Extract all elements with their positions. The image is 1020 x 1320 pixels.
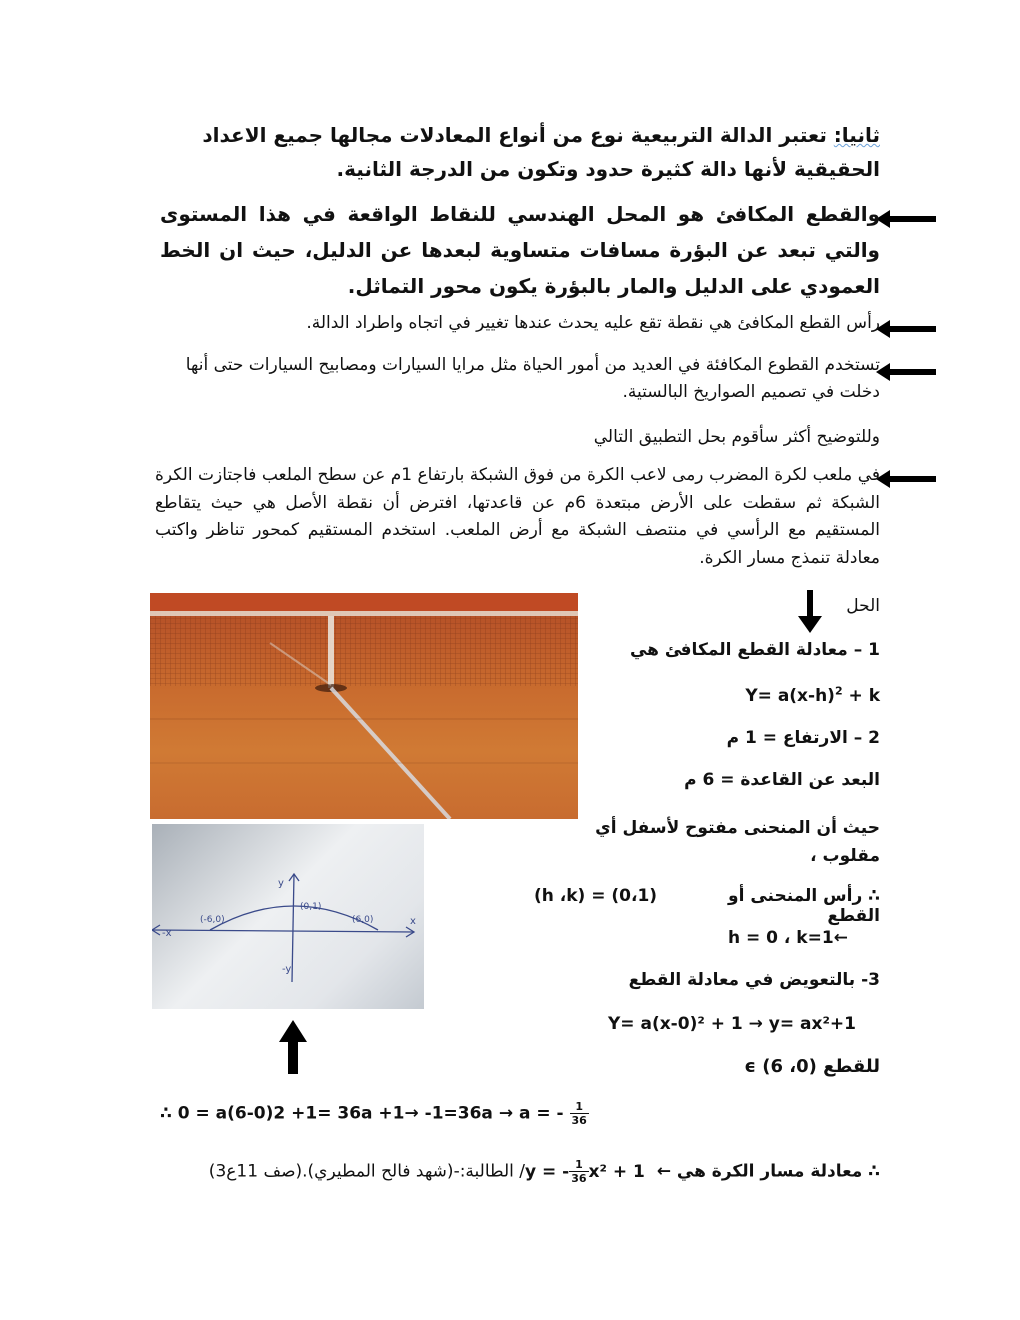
sketch-x-label: x [410,916,416,927]
student-credit: / الطالبة:-(شهد فالح المطيري).(صف 11ع3) [208,1161,526,1182]
solution-step-3: 3- بالتعويض في معادلة القطع [628,970,880,990]
arrow-bullet-icon [876,208,936,230]
final-line [160,1158,880,1185]
arrow-bullet-icon [876,468,936,490]
point-on-parabola: للقطع (0، 6) ϵ [744,1056,880,1077]
fraction-numerator: 1 [570,1100,589,1114]
solution-step-2: 2 – الارتفاع = 1 م [726,728,880,748]
uses-paragraph: تستخدم القطوع المكافئة في العديد من أمور الحياة مثل مرايا السيارات ومصابيح السيارات حتى أنها دخلت في تصميم الصواريخ البالستية. [185,355,880,402]
vertex-note: رأس القطع المكافئ هي نقطة تقع عليه يحدث عندها تغيير في اتجاه واطراد الدالة. [306,313,880,333]
problem-paragraph: في ملعب لكرة المضرب رمى لاعب الكرة من فوق الشبكة بارتفاع 1م عن سطح الملعب فاجتازت الكرة الشبكة ثم سقطت على الأرض مبتعدة 6م عن قاعدتها، افترض أن نقطة الأصل هي حيث يتقاطع المستقيم مع الرأسي في منتصف الشبكة مع أرض الملعب. استخدم المستقيم كمحور تناظر واكتب معادلة تنمذج مسار الكرة. [155,465,880,568]
solution-heading: الحل [846,596,880,616]
final-fraction [569,1158,588,1185]
definition-paragraph: والقطع المكافئ هو المحل الهندسي للنقاط الواقعة في هذا المستوى والتي تبعد عن البؤرة مسافات متساوية لبعدها عن الدليل، حيث ان الخط العمودي على الدليل والمار بالبؤرة يكون محور التماثل. [160,202,880,298]
arrow-bullet-icon [876,318,936,340]
arrow-bullet-icon [876,361,936,383]
opening-note: حيث أن المنحنى مفتوح لأسفل أي مقلوب ، [595,818,880,866]
sketch-y-label: y [278,878,284,889]
general-equation-exponent: 2 [834,684,843,697]
fraction-denominator: 36 [571,1114,587,1127]
solution-step-1: 1 – معادلة القطع المكافئ هي [629,640,880,660]
clarify-line: وللتوضيح أكثر سأقوم بحل التطبيق التالي [593,427,880,447]
final-equation-tail: x² + 1 [588,1161,645,1182]
intro-lead: ثانيا: [833,123,880,147]
solve-for-a [160,1100,589,1127]
general-equation-tail: + k [842,685,880,706]
graph-sketch-photo [152,824,424,1009]
final-equation-lead: y = - [525,1161,570,1182]
general-equation [440,684,880,706]
intro-paragraph [180,118,880,186]
solve-for-a-text: ∴ 0 = a(6-0)2 +1= 36a +1→ -1=36a → a = - [160,1103,564,1124]
vertex-value: (h ،k) = (0،1) [534,886,658,906]
vertex-label: ∴ رأس المنحنى أو القطع [728,886,880,926]
up-arrow-icon [278,1020,308,1074]
sketch-right-point: (6,0) [352,915,374,925]
base-distance: البعد عن القاعدة = 6 م [684,770,880,790]
sketch-neg-y-label: -y [282,964,292,975]
final-label: ∴ معادلة مسار الكرة هي ← [656,1161,880,1182]
substituted-equation: Y= a(x-0)² + 1 → y= ax²+1 [608,1014,856,1034]
final-fraction-denominator: 36 [571,1172,587,1185]
intro-text: تعتبر الدالة التربيعية نوع من أنواع المعادلات مجالها جميع الاعداد الحقيقية لأنها دالة كثيرة حدود وتكون من الدرجة الثانية. [202,123,880,181]
sketch-left-point: (-6,0) [200,915,225,925]
hk-values: h = 0 ، k=1← [728,928,848,948]
sketch-top-point: (0,1) [300,902,322,912]
final-equation [525,1158,651,1185]
fraction-one-over-36 [570,1100,589,1127]
final-fraction-numerator: 1 [569,1158,588,1172]
general-equation-main: Y= a(x-h) [745,685,835,706]
parabola-sketch [152,824,424,1009]
sketch-neg-x-label: -x [162,928,172,939]
